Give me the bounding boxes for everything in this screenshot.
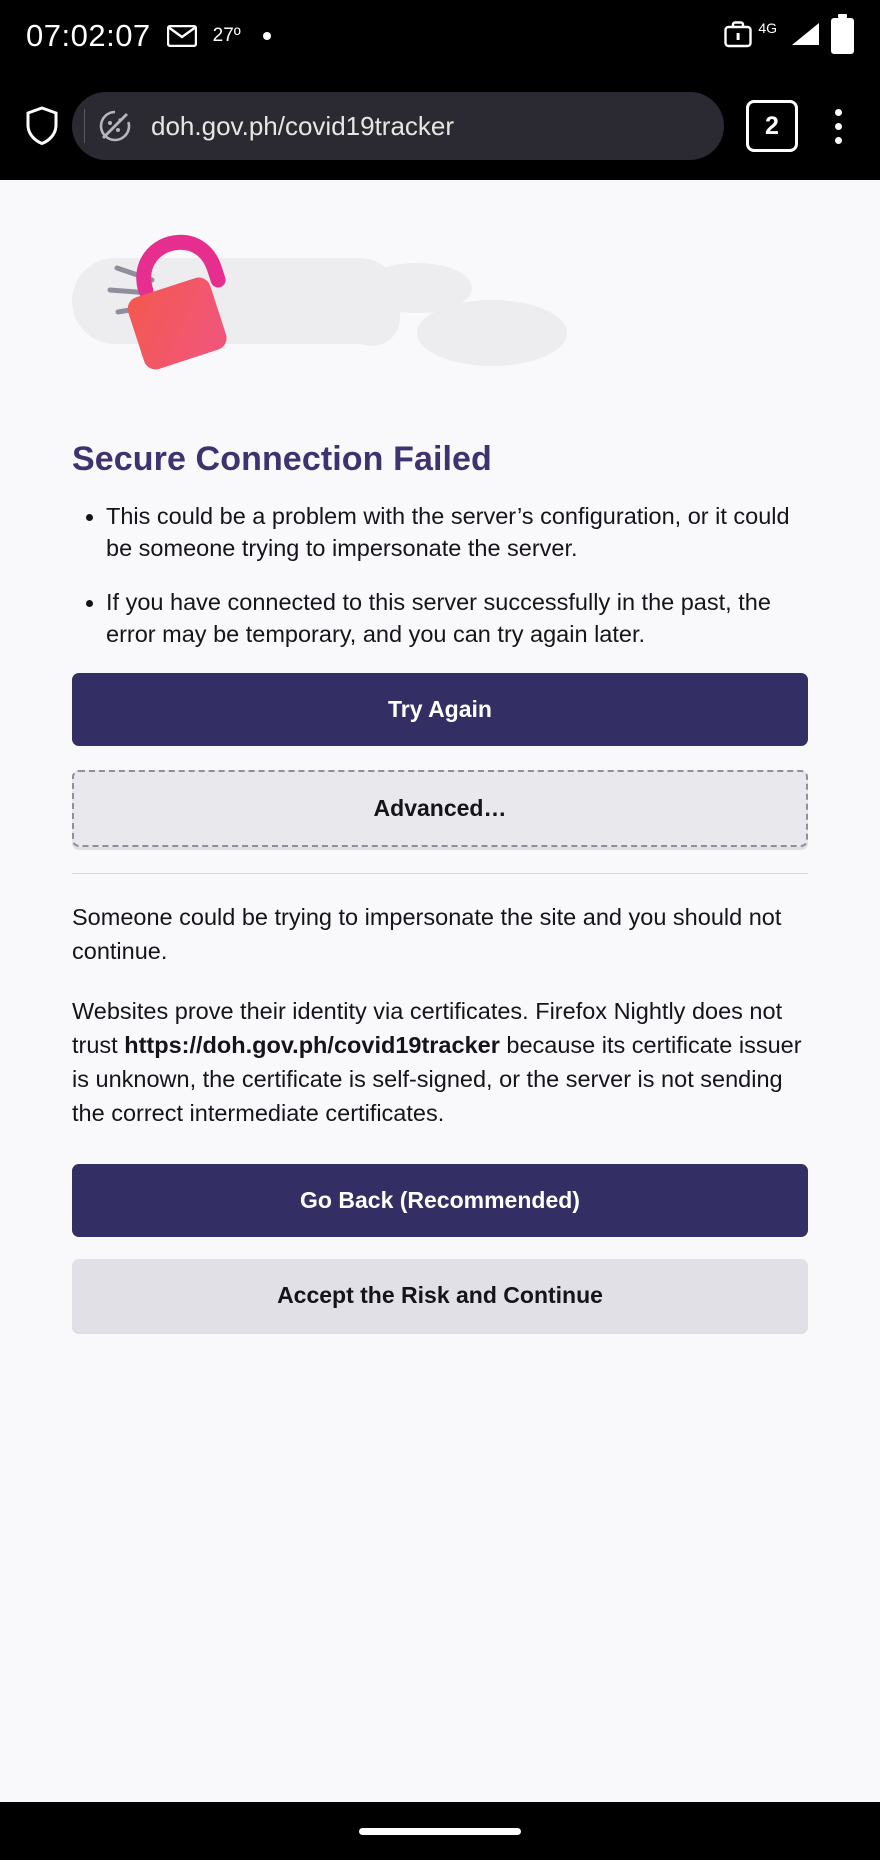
list-item: • This could be a problem with the server’s configuration, or it could be someone trying to impersonate the server.: [106, 501, 808, 565]
explanation-prefix: Websites prove their identity via certificates. Firefox Nightly does not trust: [72, 997, 783, 1058]
home-gesture-pill[interactable]: [359, 1828, 521, 1835]
status-bar-right: [724, 18, 854, 54]
overflow-menu-icon[interactable]: [810, 94, 866, 158]
status-clock: 07:02:07: [26, 18, 151, 53]
divider: [72, 873, 808, 874]
url-bar[interactable]: [72, 92, 724, 160]
impersonation-warning: Someone could be trying to impersonate the site and you should not continue.: [72, 903, 782, 964]
weather-temperature: 27º: [212, 25, 241, 46]
go-back-button[interactable]: Go Back (Recommended): [72, 1164, 808, 1237]
error-reason-list: [72, 501, 808, 651]
certificate-explanation: [72, 994, 808, 1130]
mail-icon: [167, 25, 197, 47]
status-bar-left: [26, 18, 271, 54]
tab-counter-button[interactable]: 2: [746, 100, 798, 152]
list-item: • If you have connected to this server successfully in the past, the error may be temporary, and you can try again later.: [106, 587, 808, 651]
network-type-label: 4G: [758, 20, 777, 36]
status-bar: [0, 0, 880, 72]
system-navigation-bar: [0, 1802, 880, 1860]
advanced-button[interactable]: Advanced…: [72, 770, 808, 847]
battery-full-icon: [831, 18, 854, 54]
page-content: [0, 180, 880, 1802]
page-title: Secure Connection Failed: [72, 440, 492, 478]
try-again-button[interactable]: Try Again: [72, 673, 808, 746]
cookie-blocked-icon[interactable]: [89, 100, 141, 152]
explanation-url: https://doh.gov.ph/covid19tracker: [124, 1032, 500, 1058]
error-page: [0, 228, 880, 1332]
accept-risk-button[interactable]: Accept the Risk and Continue: [72, 1259, 808, 1332]
url-text[interactable]: doh.gov.ph/covid19tracker: [151, 110, 455, 141]
tracking-protection-shield-icon[interactable]: [14, 98, 70, 154]
explanation-suffix: because its certificate issuer is unknown, the certificate is self-signed, or the server is not sending the correct intermediate certificates.: [72, 1032, 802, 1127]
notification-dot-icon: [263, 32, 271, 40]
urlbar-divider: [84, 109, 85, 143]
work-profile-icon: [724, 19, 752, 54]
signal-icon: [787, 20, 821, 53]
broken-padlock-illustration: [72, 228, 808, 418]
browser-toolbar: [0, 72, 880, 180]
